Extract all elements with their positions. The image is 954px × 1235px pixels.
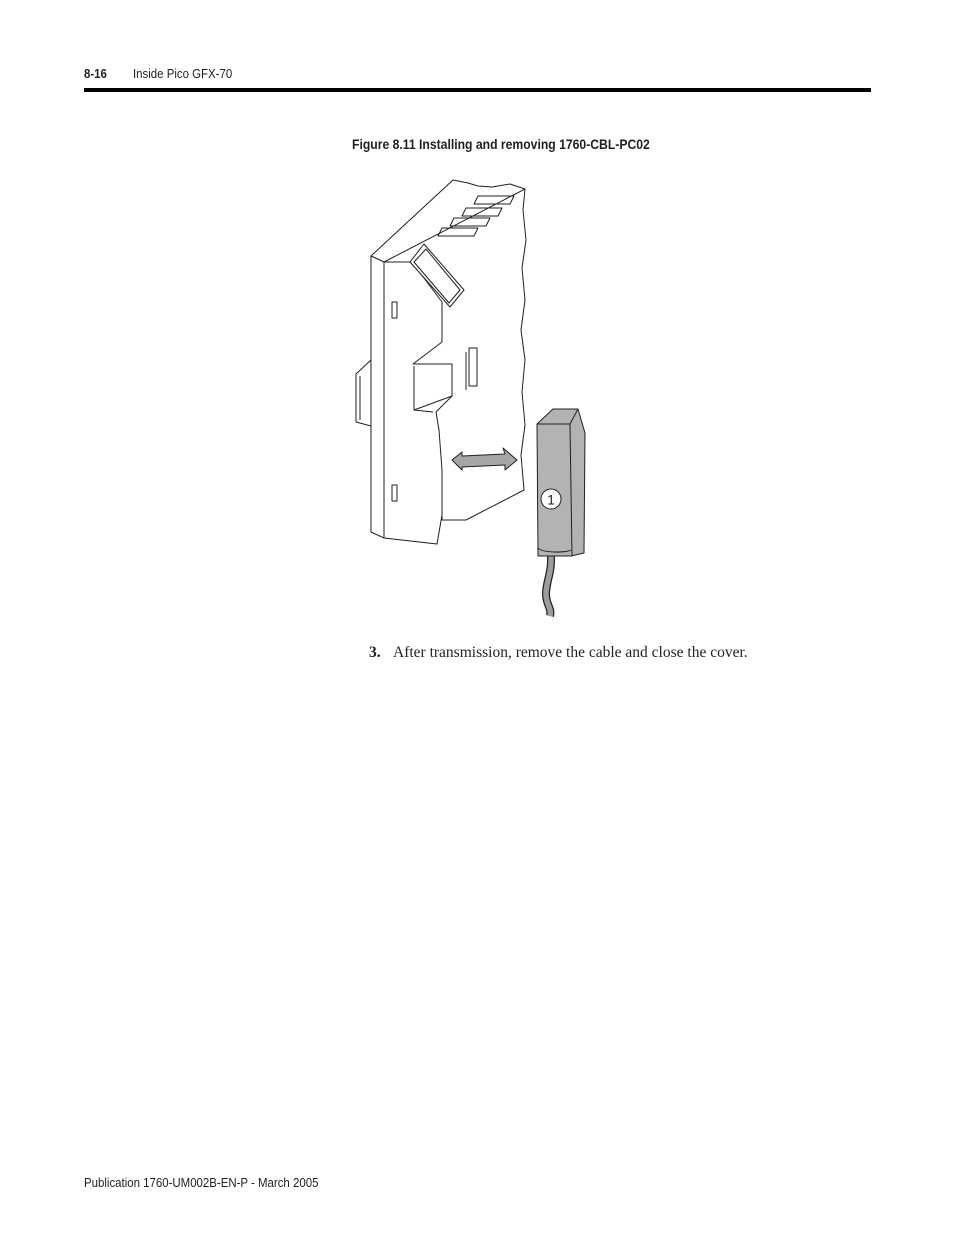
figure-illustration [340,170,610,625]
device-left-face [371,256,384,538]
header-rule [84,88,871,92]
slot [469,348,477,386]
footer-publication: Publication 1760-UM002B-EN-P - March 2005 [84,1175,319,1190]
callout-label: 1 [547,491,555,508]
device-torn-edge [466,189,526,520]
step-number: 3. [369,644,381,661]
header-chapter-title: Inside Pico GFX-70 [133,66,233,81]
pc-cable-plug [537,409,585,556]
step-text: After transmission, remove the cable and close the cover. [393,644,748,661]
device-top-face [371,180,525,262]
step-item [369,644,748,662]
figure-caption: Figure 8.11 Installing and removing 1760-CBL-PC02 [352,136,650,152]
header-page-number: 8-16 [84,66,107,81]
din-clip [356,360,371,426]
insert-arrow [452,448,517,470]
